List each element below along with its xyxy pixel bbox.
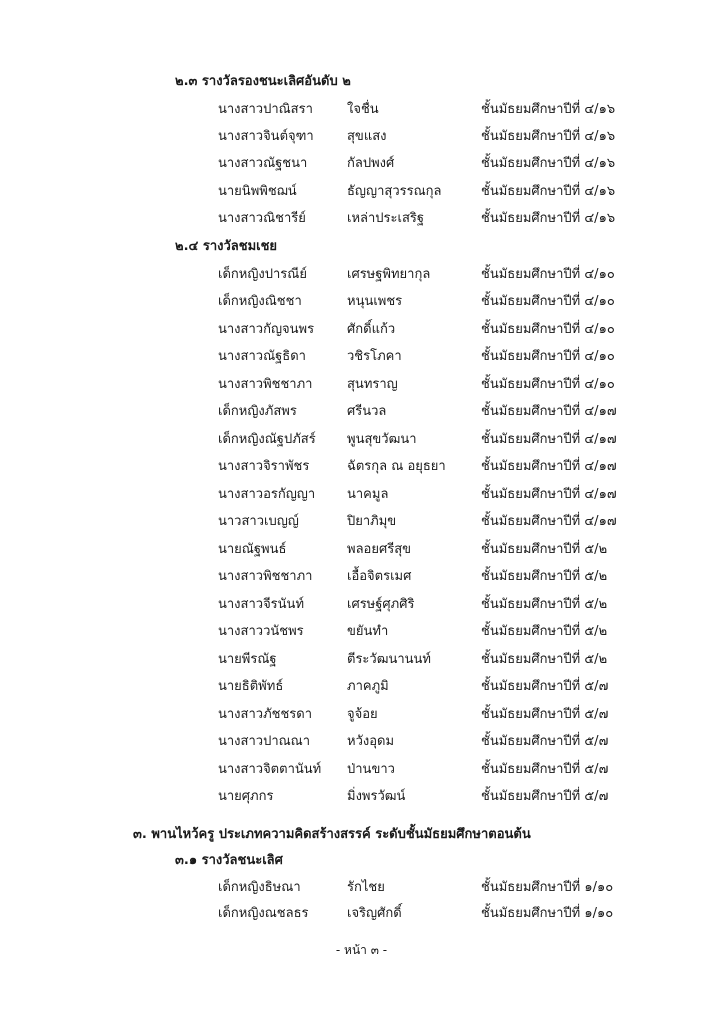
student-surname: วชิรโภคา [347, 349, 402, 364]
student-surname: เศรษฐพิทยากุล [347, 267, 431, 282]
student-surname: พลอยศรีสุข [347, 542, 412, 557]
section-heading-2-4: ๒.๔ รางวัลชมเชย [175, 239, 278, 254]
student-surname: สุขแสง [347, 129, 387, 144]
student-name: นางสาวภัชชรดา [218, 707, 313, 722]
student-class: ชั้นมัธยมศึกษาปีที่ ๕/๒ [481, 624, 608, 639]
student-surname: ศรีนวล [347, 404, 387, 419]
student-surname: เหล่าประเสริฐ [347, 211, 425, 226]
student-name: นางสาวพิชชาภา [218, 569, 313, 584]
student-name: เด็กหญิงปารณีย์ [218, 267, 307, 282]
student-class: ชั้นมัธยมศึกษาปีที่ ๕/๒ [481, 597, 608, 612]
student-name: นางสาวปาณณา [218, 734, 311, 749]
table-row [0, 678, 723, 696]
student-surname: ฉัตรกุล ณ อยุธยา [347, 459, 446, 474]
table-row [0, 623, 723, 641]
student-surname: ป่านขาว [347, 762, 395, 777]
student-name: เด็กหญิงธิษณา [218, 880, 301, 895]
student-name: นางสาวณิชารีย์ [218, 211, 306, 226]
student-name: นายธิติพัทธ์ [218, 679, 284, 694]
table-row [0, 879, 723, 897]
student-class: ชั้นมัธยมศึกษาปีที่ ๔/๑๗ [481, 432, 617, 447]
student-surname: จูจ้อย [347, 707, 378, 722]
student-class: ชั้นมัธยมศึกษาปีที่ ๕/๗ [481, 789, 609, 804]
table-row [0, 101, 723, 119]
student-name: นายนิพพิชฌน์ [218, 184, 297, 199]
student-surname: นาคมูล [347, 487, 389, 502]
student-name: นางสาวพิชชาภา [218, 377, 313, 392]
student-surname: ภาคภูมิ [347, 679, 389, 694]
table-row [0, 761, 723, 779]
student-class: ชั้นมัธยมศึกษาปีที่ ๕/๗ [481, 679, 609, 694]
student-name: เด็กหญิงณชลธร [218, 906, 309, 921]
student-class: ชั้นมัธยมศึกษาปีที่ ๔/๑๗ [481, 404, 617, 419]
student-class: ชั้นมัธยมศึกษาปีที่ ๔/๑๗ [481, 487, 617, 502]
table-row [0, 128, 723, 146]
table-row [0, 596, 723, 614]
student-class: ชั้นมัธยมศึกษาปีที่ ๔/๑๐ [481, 322, 615, 337]
table-row [0, 486, 723, 504]
student-name: นายพีรณัฐ [218, 652, 277, 667]
student-class: ชั้นมัธยมศึกษาปีที่ ๕/๗ [481, 707, 609, 722]
student-surname: กัลปพงศ์ [347, 156, 395, 171]
student-class: ชั้นมัธยมศึกษาปีที่ ๔/๑๖ [481, 211, 616, 226]
student-class: ชั้นมัธยมศึกษาปีที่ ๔/๑๖ [481, 129, 616, 144]
student-name: นาวสาวเบญญ์ [218, 514, 299, 529]
student-class: ชั้นมัธยมศึกษาปีที่ ๑/๑๐ [481, 906, 614, 921]
student-class: ชั้นมัธยมศึกษาปีที่ ๕/๒ [481, 542, 608, 557]
student-surname: หนุนเพชร [347, 294, 403, 309]
student-surname: ตีระวัฒนานนท์ [347, 652, 431, 667]
table-row [0, 568, 723, 586]
student-surname: ธัญญาสุวรรณกุล [347, 184, 442, 199]
student-name: นางสาวกัญจนพร [218, 322, 315, 337]
student-class: ชั้นมัธยมศึกษาปีที่ ๔/๑๖ [481, 156, 616, 171]
table-row [0, 431, 723, 449]
table-row [0, 183, 723, 201]
student-name: นางสาวจิราพัชร [218, 459, 310, 474]
student-class: ชั้นมัธยมศึกษาปีที่ ๑/๑๐ [481, 880, 614, 895]
student-name: นางสาวจีรนันท์ [218, 597, 305, 612]
student-surname: มิ่งพรวัฒน์ [347, 789, 406, 804]
student-class: ชั้นมัธยมศึกษาปีที่ ๕/๗ [481, 734, 609, 749]
table-row [0, 458, 723, 476]
student-surname: สุนทราญ [347, 377, 398, 392]
student-surname: ศักดิ์แก้ว [347, 322, 396, 337]
table-row [0, 706, 723, 724]
table-row [0, 788, 723, 806]
table-row [0, 348, 723, 366]
student-surname: เศรษฐ์ศุภศิริ [347, 597, 415, 612]
student-surname: รักไชย [347, 880, 385, 895]
main-heading-3: ๓. พานไหว้ครู ประเภทความคิดสร้างสรรค์ ระดับชั้นมัธยมศึกษาตอนต้น [133, 827, 531, 842]
student-name: เด็กหญิงณัฐปภัสร์ [218, 432, 316, 447]
student-surname: ปิยาภิมุข [347, 514, 397, 529]
student-name: นายศุภกร [218, 789, 274, 804]
table-row [0, 293, 723, 311]
section-heading-3-1: ๓.๑ รางวัลชนะเลิศ [175, 853, 283, 868]
student-class: ชั้นมัธยมศึกษาปีที่ ๕/๗ [481, 762, 609, 777]
student-class: ชั้นมัธยมศึกษาปีที่ ๔/๑๖ [481, 184, 616, 199]
table-row [0, 651, 723, 669]
student-class: ชั้นมัธยมศึกษาปีที่ ๕/๒ [481, 569, 608, 584]
student-name: นายณัฐพนธ์ [218, 542, 287, 557]
table-row [0, 733, 723, 751]
student-class: ชั้นมัธยมศึกษาปีที่ ๔/๑๖ [481, 102, 616, 117]
table-row [0, 513, 723, 531]
table-row [0, 266, 723, 284]
student-surname: ขยันทำ [347, 624, 389, 639]
table-row [0, 376, 723, 394]
student-name: นางสาววนัชพร [218, 624, 304, 639]
student-name: นางสาวจินต์จุฑา [218, 129, 314, 144]
table-row [0, 155, 723, 173]
table-row [0, 541, 723, 559]
student-class: ชั้นมัธยมศึกษาปีที่ ๔/๑๐ [481, 349, 615, 364]
table-row [0, 905, 723, 923]
student-name: นางสาวปาณิสรา [218, 102, 313, 117]
student-class: ชั้นมัธยมศึกษาปีที่ ๔/๑๗ [481, 514, 617, 529]
student-name: นางสาวจิตตานันท์ [218, 762, 322, 777]
student-class: ชั้นมัธยมศึกษาปีที่ ๔/๑๐ [481, 377, 615, 392]
student-name: นางสาวณัฐชนา [218, 156, 308, 171]
student-class: ชั้นมัธยมศึกษาปีที่ ๔/๑๐ [481, 294, 615, 309]
student-surname: พูนสุขวัฒนา [347, 432, 417, 447]
page-number: - หน้า ๓ - [335, 943, 388, 957]
table-row [0, 321, 723, 339]
student-name: เด็กหญิงณิชชา [218, 294, 302, 309]
student-class: ชั้นมัธยมศึกษาปีที่ ๕/๒ [481, 652, 608, 667]
student-surname: เจริญศักดิ์ [347, 906, 402, 921]
student-name: เด็กหญิงภัสพร [218, 404, 297, 419]
section-heading-2-3: ๒.๓ รางวัลรองชนะเลิศอันดับ ๒ [175, 74, 351, 89]
student-name: นางสาวอรกัญญา [218, 487, 316, 502]
student-surname: เอื้อจิตรเมศ [347, 569, 412, 584]
student-surname: ใจชื่น [347, 102, 379, 117]
table-row [0, 403, 723, 421]
student-class: ชั้นมัธยมศึกษาปีที่ ๔/๑๗ [481, 459, 617, 474]
table-row [0, 210, 723, 228]
student-surname: หวังอุดม [347, 734, 395, 749]
student-name: นางสาวณัฐธิดา [218, 349, 306, 364]
student-class: ชั้นมัธยมศึกษาปีที่ ๔/๑๐ [481, 267, 615, 282]
